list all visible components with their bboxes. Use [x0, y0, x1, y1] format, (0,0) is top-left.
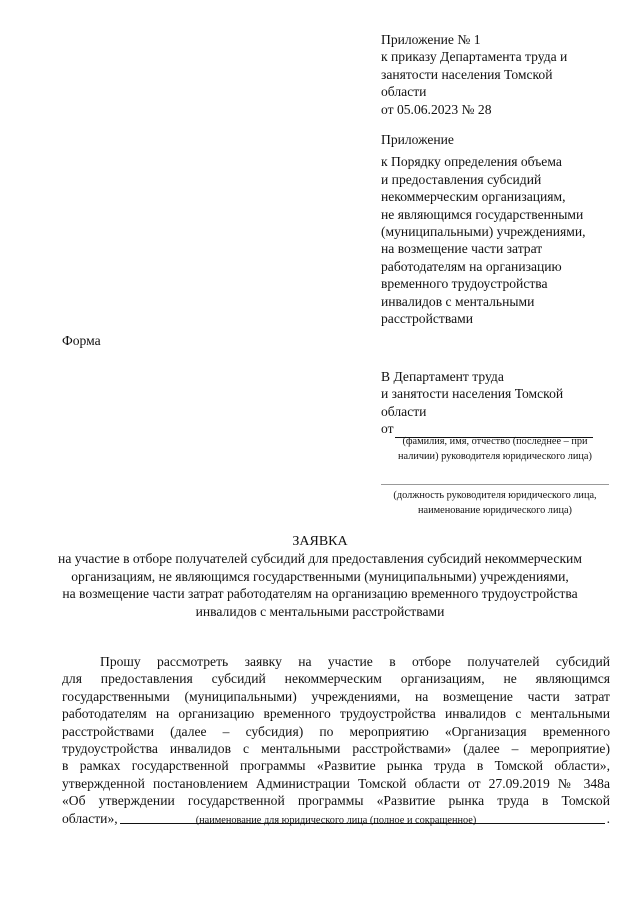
- addressee-line: В Департамент труда: [381, 369, 504, 384]
- appendix-2-line: некоммерческим организациям,: [381, 189, 566, 205]
- addressee-line: области: [381, 403, 427, 419]
- appendix-2-line: инвалидов с ментальными: [381, 293, 535, 309]
- body-line: работодателям на организацию временного трудоустройства инвалидов с ментальными: [62, 706, 610, 722]
- caption-line: (должность руководителя юридического лица,: [393, 490, 597, 501]
- body-line: для предоставления субсидий некоммерческим организациям, не являющимся: [62, 671, 610, 687]
- org-name-caption: (наименование для юридического лица (полное и сокращенное): [195, 815, 477, 826]
- title-line: на возмещение части затрат работодателям на организацию временного трудоустройства: [62, 586, 578, 602]
- body-line: «Об утверждении государственной программы «Развитие рынка труда в Томской: [62, 793, 610, 809]
- form-label: Форма: [62, 333, 101, 348]
- appendix-1-line: занятости населения Томской: [381, 66, 553, 82]
- title-line: организациям, не являющимся государственными (муниципальными) учреждениями,: [71, 568, 569, 584]
- appendix-1-line: от 05.06.2023 № 28: [381, 101, 492, 117]
- appendix-2-line: и предоставления субсидий: [381, 171, 542, 187]
- appendix-1-line: к приказу Департамента труда и: [381, 49, 568, 65]
- body-last-line-end: .: [606, 810, 610, 826]
- appendix-2-line: временного трудоустройства: [381, 276, 548, 292]
- body-line: в рамках государственной программы «Развитие рынка труда в Томской области»,: [62, 758, 610, 774]
- body-line: трудоустройства инвалидов с ментальными расстройствами» (далее – мероприятие): [62, 740, 610, 756]
- caption-line: (фамилия, имя, отчество (последнее – при: [402, 436, 588, 447]
- application-body: [62, 653, 610, 827]
- appendix-2-line: не являющимся государственными: [381, 206, 584, 222]
- appendix-2-line: расстройствами: [381, 311, 473, 327]
- caption-line: наличии) руководителя юридического лица): [398, 451, 592, 462]
- title-heading: ЗАЯВКА: [292, 534, 348, 549]
- appendix-1-header: [381, 31, 567, 118]
- body-last-line-start: области»,: [62, 810, 118, 826]
- body-line: Прошу рассмотреть заявку на участие в отборе получателей субсидий: [100, 654, 610, 669]
- head-fio-caption: [381, 434, 609, 464]
- appendix-1-line: Приложение № 1: [381, 32, 481, 47]
- body-line: расстройствами (далее – субсидия) по мероприятию «Организация временного: [62, 723, 610, 739]
- appendix-2-line: Приложение: [381, 132, 454, 147]
- appendix-1-line: области: [381, 84, 427, 100]
- from-label: от: [381, 421, 394, 437]
- appendix-2-line: (муниципальными) учреждениями,: [381, 224, 586, 240]
- title-line: инвалидов с ментальными расстройствами: [195, 603, 445, 619]
- caption-line: наименование юридического лица): [418, 505, 572, 516]
- title-line: на участие в отборе получателей субсидий для предоставления субсидий некоммерческим: [58, 551, 582, 567]
- appendix-2-line: к Порядку определения объема: [381, 154, 562, 170]
- appendix-2-line: работодателям на организацию: [381, 258, 562, 274]
- addressee-block: [381, 368, 593, 438]
- body-line: государственными (муниципальными) учреждениями, на возмещение части затрат: [62, 688, 610, 704]
- application-title: [40, 533, 600, 620]
- addressee-line: и занятости населения Томской: [381, 386, 564, 402]
- body-line: утвержденной постановлением Администрации Томской области от 27.09.2019 № 348а: [62, 775, 610, 791]
- appendix-2-header: [381, 131, 586, 327]
- appendix-2-line: на возмещение части затрат: [381, 241, 543, 257]
- head-position-fill-line[interactable]: [381, 484, 609, 485]
- head-position-caption: [381, 488, 609, 518]
